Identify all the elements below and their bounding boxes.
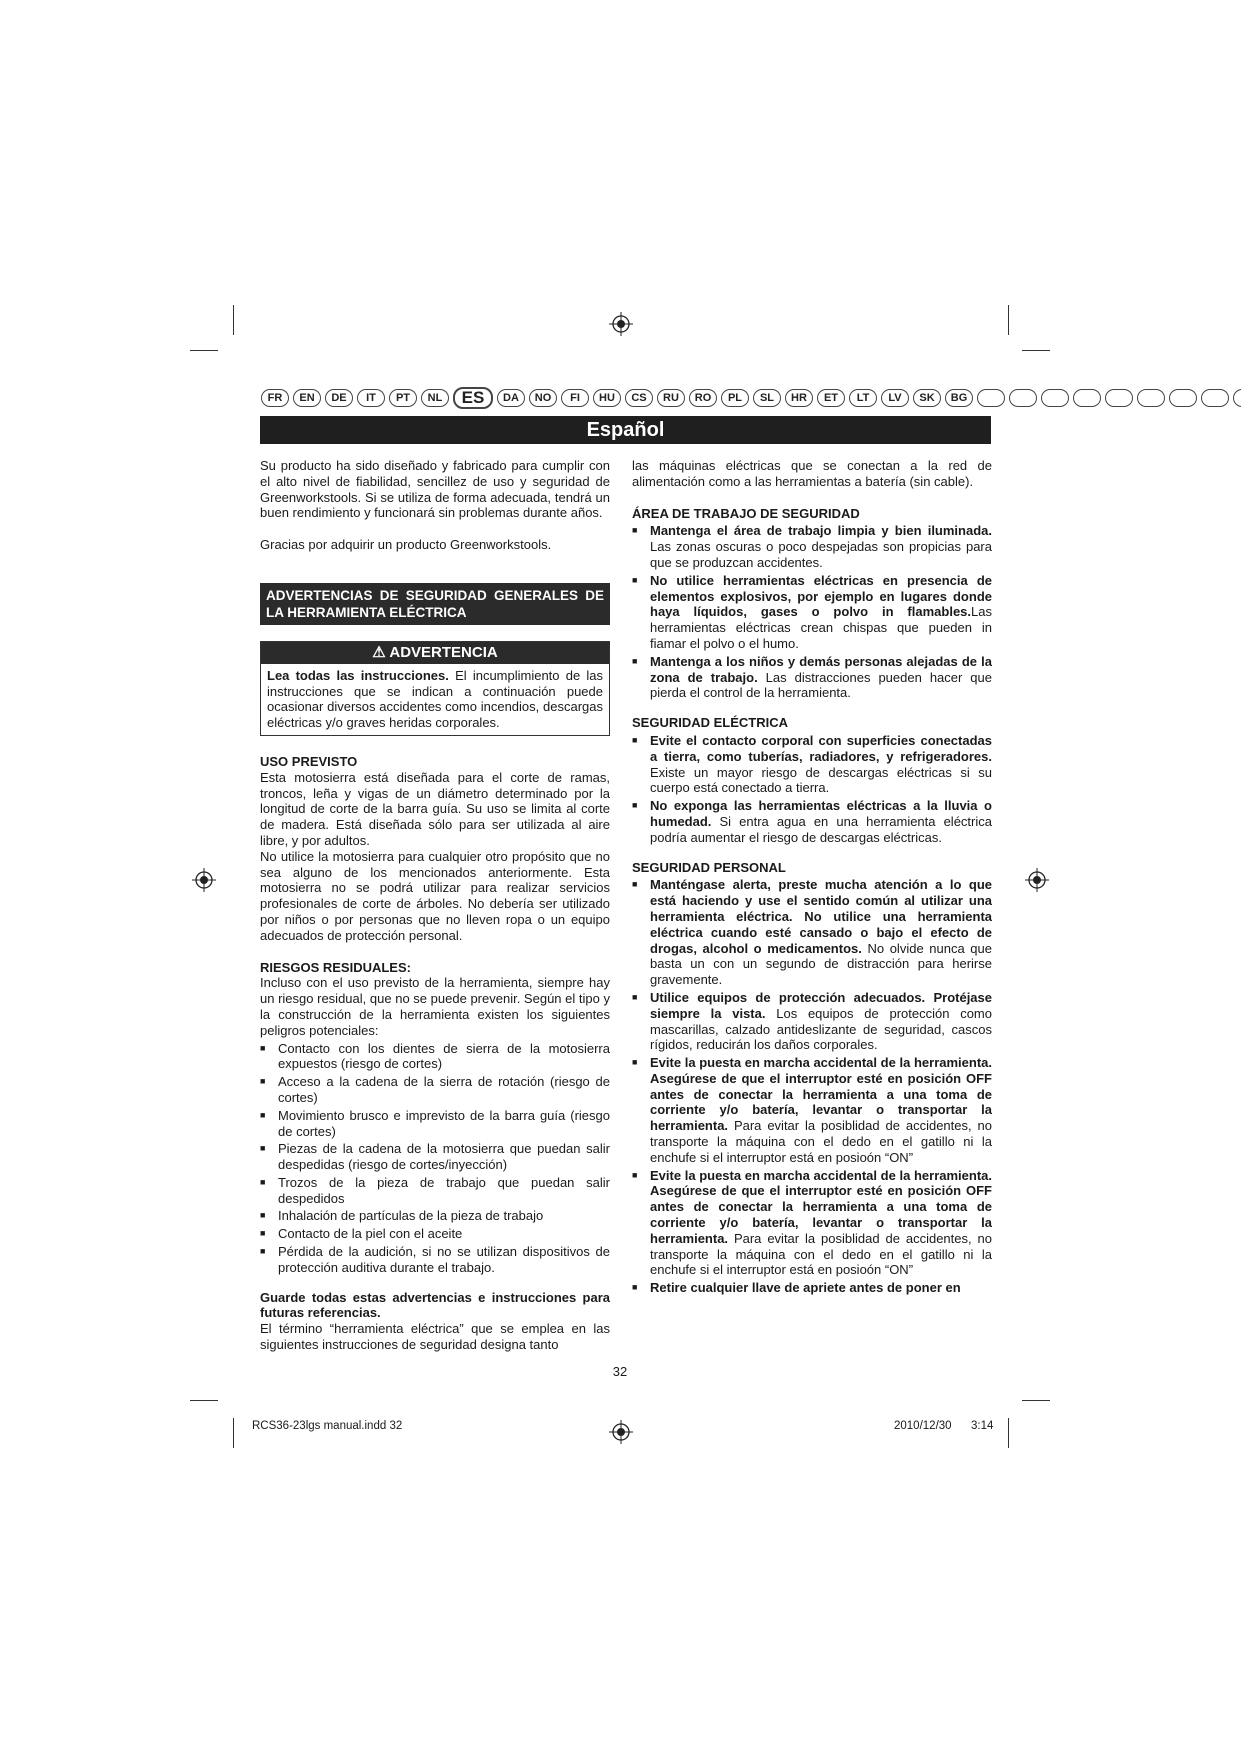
tab-hu[interactable]: HU bbox=[593, 389, 621, 407]
warning-header bbox=[261, 642, 609, 664]
list-item: ■ Trozos de la pieza de trabajo que puedan salir despedidos bbox=[260, 1175, 610, 1207]
warning-triangle-icon: ⚠ bbox=[372, 643, 386, 661]
continued-paragraph: las máquinas eléctricas que se conectan a la red de alimentación como a las herramientas a batería (sin cable). bbox=[632, 458, 992, 489]
tab-et[interactable]: ET bbox=[817, 389, 845, 407]
list-item-bold: Retire cualquier llave de apriete antes de poner en bbox=[650, 1280, 961, 1296]
list-item: ■ Contacto de la piel con el aceite bbox=[260, 1226, 610, 1242]
tab-empty bbox=[1009, 389, 1037, 407]
list-item-text: Para evitar la posiblidad de accidentes, no transporte la máquina con el dedo en el gatillo ni la enchufe si el interruptor está en posioón “ON” bbox=[650, 1230, 992, 1278]
list-item bbox=[632, 877, 992, 988]
footer-file: RCS36-23lgs manual.indd 32 bbox=[252, 1420, 403, 1432]
list-item bbox=[632, 1280, 992, 1296]
list-item: ■ Movimiento brusco e imprevisto de la barra guía (riesgo de cortes) bbox=[260, 1108, 610, 1140]
tab-empty bbox=[977, 389, 1005, 407]
list-item-text: Para evitar la posiblidad de accidentes, no transporte la máquina con el dedo en el gatillo ni la enchufe si el interruptor está en posioón “ON” bbox=[650, 1118, 992, 1165]
tab-pt[interactable]: PT bbox=[389, 389, 417, 407]
guarde-bold: Guarde todas estas advertencias e instrucciones para futuras referencias. bbox=[260, 1289, 610, 1321]
uso-paragraph-2: No utilice la motosierra para cualquier otro propósito que no sea alguno de los mencionados anteriormente. Esta motosierra no se podrá utilizar para realizar servicios profesionales de corte de árboles. No debería ser utilizado por niños o por personas que no lleven ropa o un equipo adecuados de protección personal. bbox=[260, 848, 610, 943]
list-item bbox=[632, 573, 992, 652]
registration-mark-icon bbox=[609, 1420, 633, 1444]
registration-mark-icon bbox=[609, 312, 633, 336]
warning-body bbox=[261, 664, 609, 735]
tab-empty bbox=[1105, 389, 1133, 407]
section-heading-riesgos: RIESGOS RESIDUALES: bbox=[260, 959, 411, 975]
tab-bg[interactable]: BG bbox=[945, 389, 973, 407]
list-item bbox=[632, 1055, 992, 1166]
list-item: ■ Acceso a la cadena de la sierra de rotación (riesgo de cortes) bbox=[260, 1074, 610, 1106]
tab-empty bbox=[1041, 389, 1069, 407]
guarde-paragraph: El término “herramienta eléctrica” que se emplea en las siguientes instrucciones de seguridad designa tanto bbox=[260, 1321, 610, 1353]
footer-date: 2010/12/30 bbox=[894, 1420, 952, 1432]
list-item-text: Las herramientas eléctricas crean chispas que pueden in fiamar el polvo o el humo. bbox=[650, 604, 992, 651]
crop-mark bbox=[190, 1400, 218, 1401]
list-item-text: Las zonas oscuras o poco despejadas son propicias para que se produzcan accidentes. bbox=[650, 539, 992, 570]
tab-empty bbox=[1201, 389, 1229, 407]
warning-box bbox=[260, 641, 610, 736]
tab-empty bbox=[1137, 389, 1165, 407]
tab-lt[interactable]: LT bbox=[849, 389, 877, 407]
crop-mark bbox=[233, 1418, 234, 1448]
list-item-text: Existe un mayor riesgo de descargas eléctricas si su cuerpo está conectado a tierra. bbox=[650, 764, 992, 796]
list-item-bold: Evite el contacto corporal con superficies conectadas a tierra, como tuberías, radiadores, y refrigeradores. bbox=[650, 732, 992, 764]
tab-ro[interactable]: RO bbox=[689, 389, 717, 407]
list-item-bold: Mantenga el área de trabajo limpia y bien iluminada. bbox=[650, 523, 992, 539]
safety-section-header: ADVERTENCIAS DE SEGURIDAD GENERALES DE LA HERRAMIENTA ELÉCTRICA bbox=[260, 583, 610, 625]
intro-paragraph: Su producto ha sido diseñado y fabricado para cumplir con el alto nivel de fiabilidad, sencillez de uso y seguridad de Greenworkstools. Si se utiliza de forma adecuada, tendrá un buen rendimiento y funcionará sin problemas durante años. bbox=[260, 458, 610, 521]
tab-ru[interactable]: RU bbox=[657, 389, 685, 407]
list-item-bold: Evite la puesta en marcha accidental de la herramienta. Asegúrese de que el interruptor esté en posición OFF antes de conectar la herramienta a una toma de corriente y/o batería, levantar o transportar la herramienta. bbox=[650, 1167, 992, 1246]
tab-empty bbox=[1233, 389, 1241, 407]
list-item bbox=[632, 733, 992, 796]
crop-mark bbox=[233, 305, 234, 335]
warning-title: ADVERTENCIA bbox=[389, 643, 498, 661]
tab-pl[interactable]: PL bbox=[721, 389, 749, 407]
riesgos-paragraph: Incluso con el uso previsto de la herramienta, siempre hay un riesgo residual, que no se puede prevenir. Según el tipo y la construcción de la herramienta existen los siguientes peligros potenciales: bbox=[260, 975, 610, 1038]
intro-thanks: Gracias por adquirir un producto Greenworkstools. bbox=[260, 537, 552, 553]
list-item: ■ Piezas de la cadena de la motosierra que puedan salir despedidas (riesgo de cortes/inyección) bbox=[260, 1141, 610, 1173]
registration-mark-icon bbox=[192, 868, 216, 892]
uso-paragraph: Esta motosierra está diseñada para el corte de ramas, troncos, leña y vigas de un diámetro determinado por la longitud de corte de la barra guía. Su uso se limita al corte de madera. Está diseñada sólo para ser utilizada al aire libre, y por adultos. bbox=[260, 769, 610, 848]
crop-mark bbox=[1008, 305, 1009, 335]
list-item-text: No olvide nunca que basta un con un segundo de distracción para herirse gravemente. bbox=[650, 940, 992, 988]
registration-mark-icon bbox=[1025, 868, 1049, 892]
tab-it[interactable]: IT bbox=[357, 389, 385, 407]
tab-es[interactable]: ES bbox=[453, 387, 493, 409]
personal-list bbox=[632, 877, 992, 1296]
warning-text: El incumplimiento de las instrucciones que se indican a continuación puede ocasionar diversos accidentes como incendios, descargas eléctricas y/o graves heridas corporales. bbox=[267, 667, 603, 731]
page-title: Español bbox=[260, 416, 991, 444]
list-item-bold: Mantenga a los niños y demás personas alejadas de la zona de trabajo. bbox=[650, 653, 992, 685]
tab-en[interactable]: EN bbox=[293, 389, 321, 407]
tab-no[interactable]: NO bbox=[529, 389, 557, 407]
footer-time: 3:14 bbox=[971, 1420, 994, 1432]
riesgos-list bbox=[260, 1041, 610, 1276]
list-item-text: Las distracciones pueden hacer que pierda el control de la herramienta. bbox=[650, 669, 992, 701]
electrica-list bbox=[632, 733, 992, 846]
list-item bbox=[632, 990, 992, 1053]
list-item: ■ Inhalación de partículas de la pieza de trabajo bbox=[260, 1208, 610, 1224]
tab-sl[interactable]: SL bbox=[753, 389, 781, 407]
crop-mark bbox=[1022, 350, 1050, 351]
crop-mark bbox=[1008, 1418, 1009, 1448]
list-item bbox=[632, 654, 992, 701]
tab-lv[interactable]: LV bbox=[881, 389, 909, 407]
list-item-text: Si entra agua en una herramienta eléctrica podría aumentar el riesgo de descargas eléctricas. bbox=[650, 813, 992, 845]
crop-mark bbox=[190, 350, 218, 351]
section-heading-uso: USO PREVISTO bbox=[260, 753, 358, 769]
tab-empty bbox=[1169, 389, 1197, 407]
section-heading-electrica: SEGURIDAD ELÉCTRICA bbox=[632, 715, 789, 731]
list-item-bold: Manténgase alerta, preste mucha atención a lo que está haciendo y use el sentido común al utilizar una herramienta eléctrica. No utilice una herramienta eléctrica cuando esté cansado o bajo el efecto de drogas, alcohol o medicamentos. bbox=[650, 877, 992, 956]
right-column bbox=[632, 458, 992, 1298]
warning-lead: Lea todas las instrucciones. bbox=[267, 667, 449, 683]
list-item bbox=[632, 1168, 992, 1279]
tab-sk[interactable]: SK bbox=[913, 389, 941, 407]
section-heading-personal: SEGURIDAD PERSONAL bbox=[632, 859, 786, 875]
tab-nl[interactable]: NL bbox=[421, 389, 449, 407]
tab-cs[interactable]: CS bbox=[625, 389, 653, 407]
tab-da[interactable]: DA bbox=[497, 389, 525, 407]
list-item-bold: No exponga las herramientas eléctricas a la lluvia o humedad. bbox=[650, 798, 992, 829]
tab-fi[interactable]: FI bbox=[561, 389, 589, 407]
tab-hr[interactable]: HR bbox=[785, 389, 813, 407]
list-item: ■ Contacto con los dientes de sierra de la motosierra expuestos (riesgo de cortes) bbox=[260, 1041, 610, 1073]
section-heading-area: ÁREA DE TRABAJO DE SEGURIDAD bbox=[632, 505, 860, 521]
tab-empty bbox=[1073, 389, 1101, 407]
list-item-bold: Evite la puesta en marcha accidental de la herramienta. Asegúrese de que el interruptor esté en posición OFF antes de conectar la herramienta a una toma de corriente y/o batería, levantar o transportar la herramienta. bbox=[650, 1055, 992, 1134]
list-item bbox=[632, 523, 992, 570]
left-column bbox=[260, 458, 610, 1353]
crop-mark bbox=[1022, 1400, 1050, 1401]
list-item bbox=[632, 798, 992, 845]
list-item-text: Los equipos de protección como mascarillas, calzado antideslizante de seguridad, cascos rígidos, reducirán los daños corporales. bbox=[650, 1005, 992, 1053]
language-tabs bbox=[261, 388, 991, 408]
area-list bbox=[632, 523, 992, 701]
list-item-bold: No utilice herramientas eléctricas en presencia de elementos explosivos, por ejemplo en lugares donde haya líquidos, gases o polvo in flamables. bbox=[650, 572, 992, 620]
list-item-bold: Utilice equipos de protección adecuados. Protéjase siempre la vista. bbox=[650, 989, 992, 1021]
tab-de[interactable]: DE bbox=[325, 389, 353, 407]
page-number: 32 bbox=[612, 1364, 628, 1379]
list-item: ■ Pérdida de la audición, si no se utilizan dispositivos de protección auditiva durante el trabajo. bbox=[260, 1244, 610, 1276]
tab-fr[interactable]: FR bbox=[261, 389, 289, 407]
